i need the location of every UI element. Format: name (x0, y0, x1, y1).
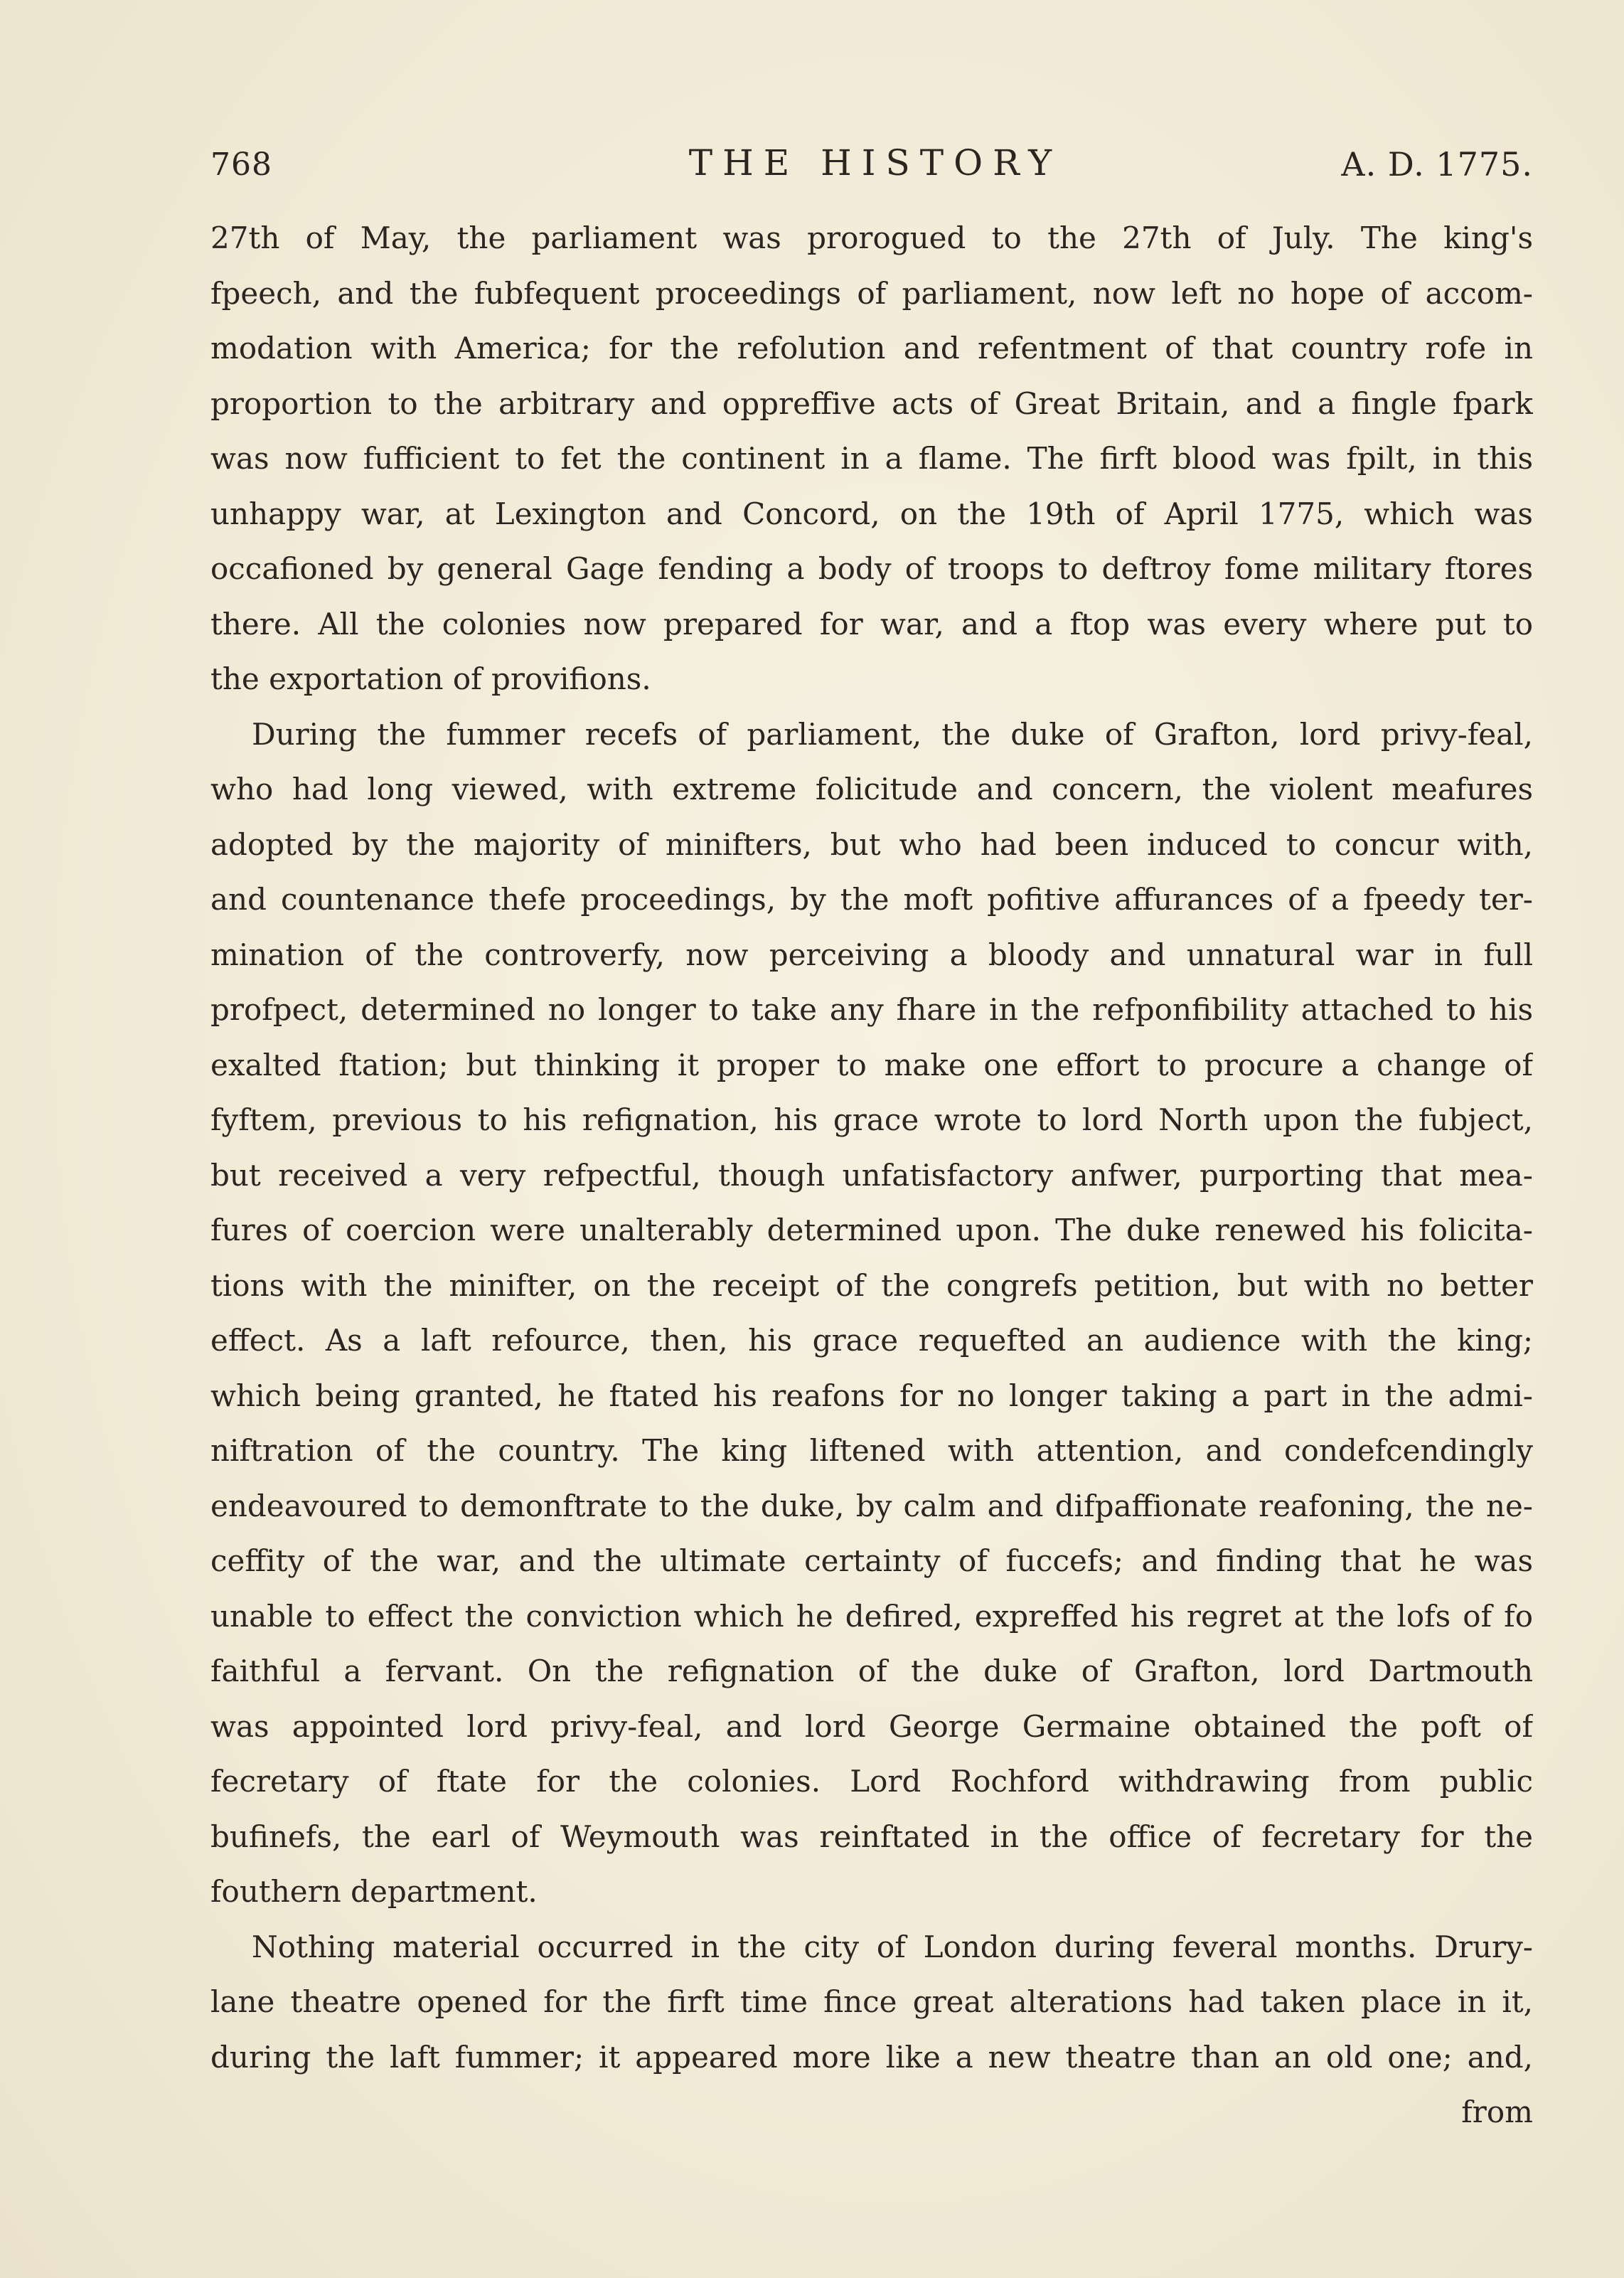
text-line: niftration of the country. The king liftened with attention, and condefcendingly (210, 1433, 1533, 1468)
text-line: lane theatre opened for the firft time fince great alterations had taken place in it, (210, 1984, 1533, 2019)
text-line: adopted by the majority of minifters, but who had been induced to concur with, (210, 826, 1533, 862)
text-line: unable to effect the conviction which he defired, expreffed his regret at the lofs of fo (210, 1598, 1533, 1634)
text-line: effect. As a laft refource, then, his grace requefted an audience with the king; (210, 1323, 1533, 1358)
text-line: fyftem, previous to his refignation, his grace wrote to lord North upon the fubject, (210, 1102, 1533, 1137)
text-line: was now fufficient to fet the continent in a flame. The firft blood was fpilt, in this (210, 441, 1533, 476)
date-mark: A. D. 1775. (1341, 145, 1533, 183)
text-line: during the laft fummer; it appeared more like a new theatre than an old one; and, (210, 2039, 1533, 2075)
text-line: occafioned by general Gage fending a body of troops to deftroy fome military ftores (210, 551, 1533, 586)
text-line: but received a very refpectful, though unfatisfactory anfwer, purporting that mea- (210, 1157, 1533, 1193)
text-line: modation with America; for the refolution and refentment of that country rofe in (210, 331, 1533, 366)
body-text (210, 211, 1533, 2140)
text-line: faithful a fervant. On the refignation of the duke of Grafton, lord Dartmouth (210, 1654, 1533, 1688)
paragraph-start-line: Nothing material occurred in the city of London during feveral months. Drury- (252, 1929, 1533, 1964)
text-line: proportion to the arbitrary and oppreffive acts of Great Britain, and a fingle fpark (210, 385, 1533, 421)
text-line: bufinefs, the earl of Weymouth was reinftated in the office of fecretary for the (210, 1819, 1533, 1854)
text-line: was appointed lord privy-feal, and lord George Germaine obtained the poft of (210, 1708, 1533, 1744)
page-number: 768 (210, 147, 272, 183)
text-line: and countenance thefe proceedings, by the moft pofitive affurances of a fpeedy ter- (210, 882, 1533, 917)
text-line: the exportation of provifions. (210, 661, 651, 696)
text-line: fecretary of ftate for the colonies. Lord Rochford withdrawing from public (210, 1764, 1533, 1799)
text-line: who had long viewed, with extreme folicitude and concern, the violent meafures (210, 772, 1533, 807)
text-line: 27th of May, the parliament was prorogued to the 27th of July. The king's (210, 220, 1533, 255)
text-line: ceffity of the war, and the ultimate certainty of fuccefs; and finding that he was (210, 1543, 1533, 1578)
text-line: endeavoured to demonftrate to the duke, by calm and difpaffionate reafoning, the ne- (210, 1488, 1533, 1523)
catchword: from (1461, 2095, 1533, 2129)
text-line: which being granted, he ftated his reafons for no longer taking a part in the admi- (210, 1378, 1533, 1413)
text-line: fouthern department. (210, 1874, 538, 1909)
text-line: fpeech, and the fubfequent proceedings of parliament, now left no hope of accom- (210, 275, 1533, 311)
text-line: mination of the controverfy, now perceiving a bloody and unnatural war in full (210, 937, 1533, 972)
paragraph-start-line: During the fummer recefs of parliament, the duke of Grafton, lord privy-feal, (252, 716, 1533, 752)
running-title: THE HISTORY (688, 142, 1062, 183)
text-line: exalted ftation; but thinking it proper to make one effort to procure a change of (210, 1047, 1533, 1082)
text-line: there. All the colonies now prepared for war, and a ftop was every where put to (210, 606, 1533, 642)
page-header (210, 142, 1533, 199)
text-line: profpect, determined no longer to take any fhare in the refponfibility attached to his (210, 992, 1533, 1027)
text-line: fures of coercion were unalterably determined upon. The duke renewed his folicita- (210, 1213, 1533, 1247)
text-line: tions with the minifter, on the receipt of the congrefs petition, but with no better (210, 1267, 1533, 1303)
text-line: unhappy war, at Lexington and Concord, on the 19th of April 1775, which was (210, 496, 1533, 531)
